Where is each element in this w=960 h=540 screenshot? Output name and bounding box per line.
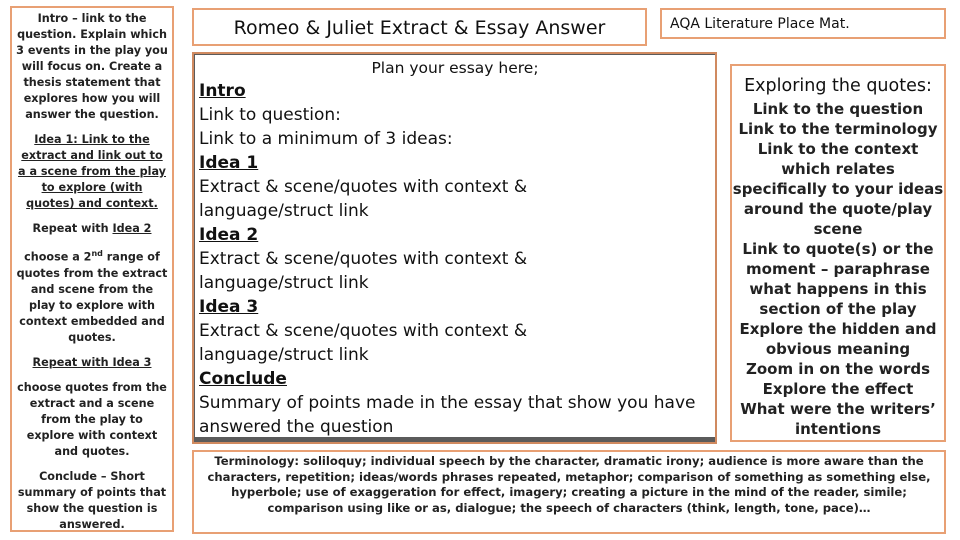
essay-plan-area[interactable] <box>195 55 715 437</box>
terminology-panel: Terminology: soliloquy; individual speech by the character, dramatic irony; audience is more aware than the characters, repetition; ideas/words phrases repeated, metaphor; comparison of something as something else, hyperbole; use of exaggeration for effect, imagery; creating a picture in the mind of the reader, simile; comparison using like or as, dialogue; the speech of characters (think, length, tone, pace)… <box>192 450 946 534</box>
essay-plan-panel <box>192 52 717 444</box>
intro-instruction: Intro – link to the question. Explain which 3 events in the play you will focus on. Create a thesis statement that explores how you will answer the question. <box>16 12 168 121</box>
repeat2-link: Idea 2 <box>112 222 152 235</box>
choose-quotes-instruction: choose quotes from the extract and a scene from the play to explore with context and quotes. <box>17 380 167 458</box>
repeat-idea3-instruction <box>16 355 168 371</box>
plan-title: Plan your essay here; <box>371 59 539 77</box>
exploring-quotes-panel <box>730 64 946 442</box>
plan-lines <box>199 79 695 439</box>
plan-heading: Idea 3 <box>199 297 259 317</box>
choose-a: choose a 2 <box>24 250 92 264</box>
quotes-title: Exploring the quotes: <box>744 76 932 96</box>
plan-line: Link to a minimum of 3 ideas: <box>199 129 453 149</box>
plan-heading: Idea 2 <box>199 225 259 245</box>
plan-line: language/struct link <box>199 273 369 293</box>
quote-guidance-item: Zoom in on the words <box>745 360 931 378</box>
plan-heading: Intro <box>199 81 246 101</box>
plan-line: language/struct link <box>199 201 369 221</box>
plan-line: answered the question <box>199 417 394 437</box>
quote-guidance-item: Link to the terminology <box>738 120 938 138</box>
repeat-idea2-instruction <box>16 221 168 237</box>
quote-guidance-item: Link to the question <box>752 100 924 118</box>
plan-line: Link to question: <box>199 105 341 125</box>
quote-guidance-item: Explore the effect <box>762 380 914 398</box>
instructions-panel <box>10 6 174 532</box>
idea1-text: Idea 1: Link to the extract and link out to a a scene from the play to explore (with quotes) and context. <box>18 133 166 210</box>
plan-line: Summary of points made in the essay that show you have <box>199 393 696 413</box>
conclude-instruction: Conclude – Short summary of points that show the question is answered. <box>17 469 167 531</box>
choose-rest: range of quotes from the extract and scene from the play to explore with context embedded and quotes. <box>16 250 168 344</box>
plan-line: Extract & scene/quotes with context & <box>199 249 528 269</box>
repeat3-text: Repeat with Idea 3 <box>32 355 152 369</box>
plan-line: language/struct link <box>199 345 369 365</box>
repeat2-prefix: Repeat with <box>32 222 113 235</box>
plan-line: Extract & scene/quotes with context & <box>199 177 528 197</box>
plan-line: Extract & scene/quotes with context & <box>199 321 528 341</box>
choose-sup: nd <box>91 249 103 258</box>
plan-heading: Idea 1 <box>199 153 259 173</box>
choose-range-instruction <box>16 246 168 346</box>
page-title: Romeo & Juliet Extract & Essay Answer <box>192 8 647 46</box>
plan-heading: Conclude <box>199 369 287 389</box>
quote-guidance-item: Link to the context which relates specifically to your ideas around the quote/play scene <box>732 140 944 238</box>
quotes-list <box>732 99 944 439</box>
quote-guidance-item: What were the writers’ intentions <box>740 400 936 438</box>
aqa-label: AQA Literature Place Mat. <box>660 8 946 39</box>
idea1-instruction <box>16 132 168 212</box>
quote-guidance-item: Link to quote(s) or the moment – paraphrase what happens in this section of the play <box>742 240 934 318</box>
quote-guidance-item: Explore the hidden and obvious meaning <box>739 320 937 358</box>
